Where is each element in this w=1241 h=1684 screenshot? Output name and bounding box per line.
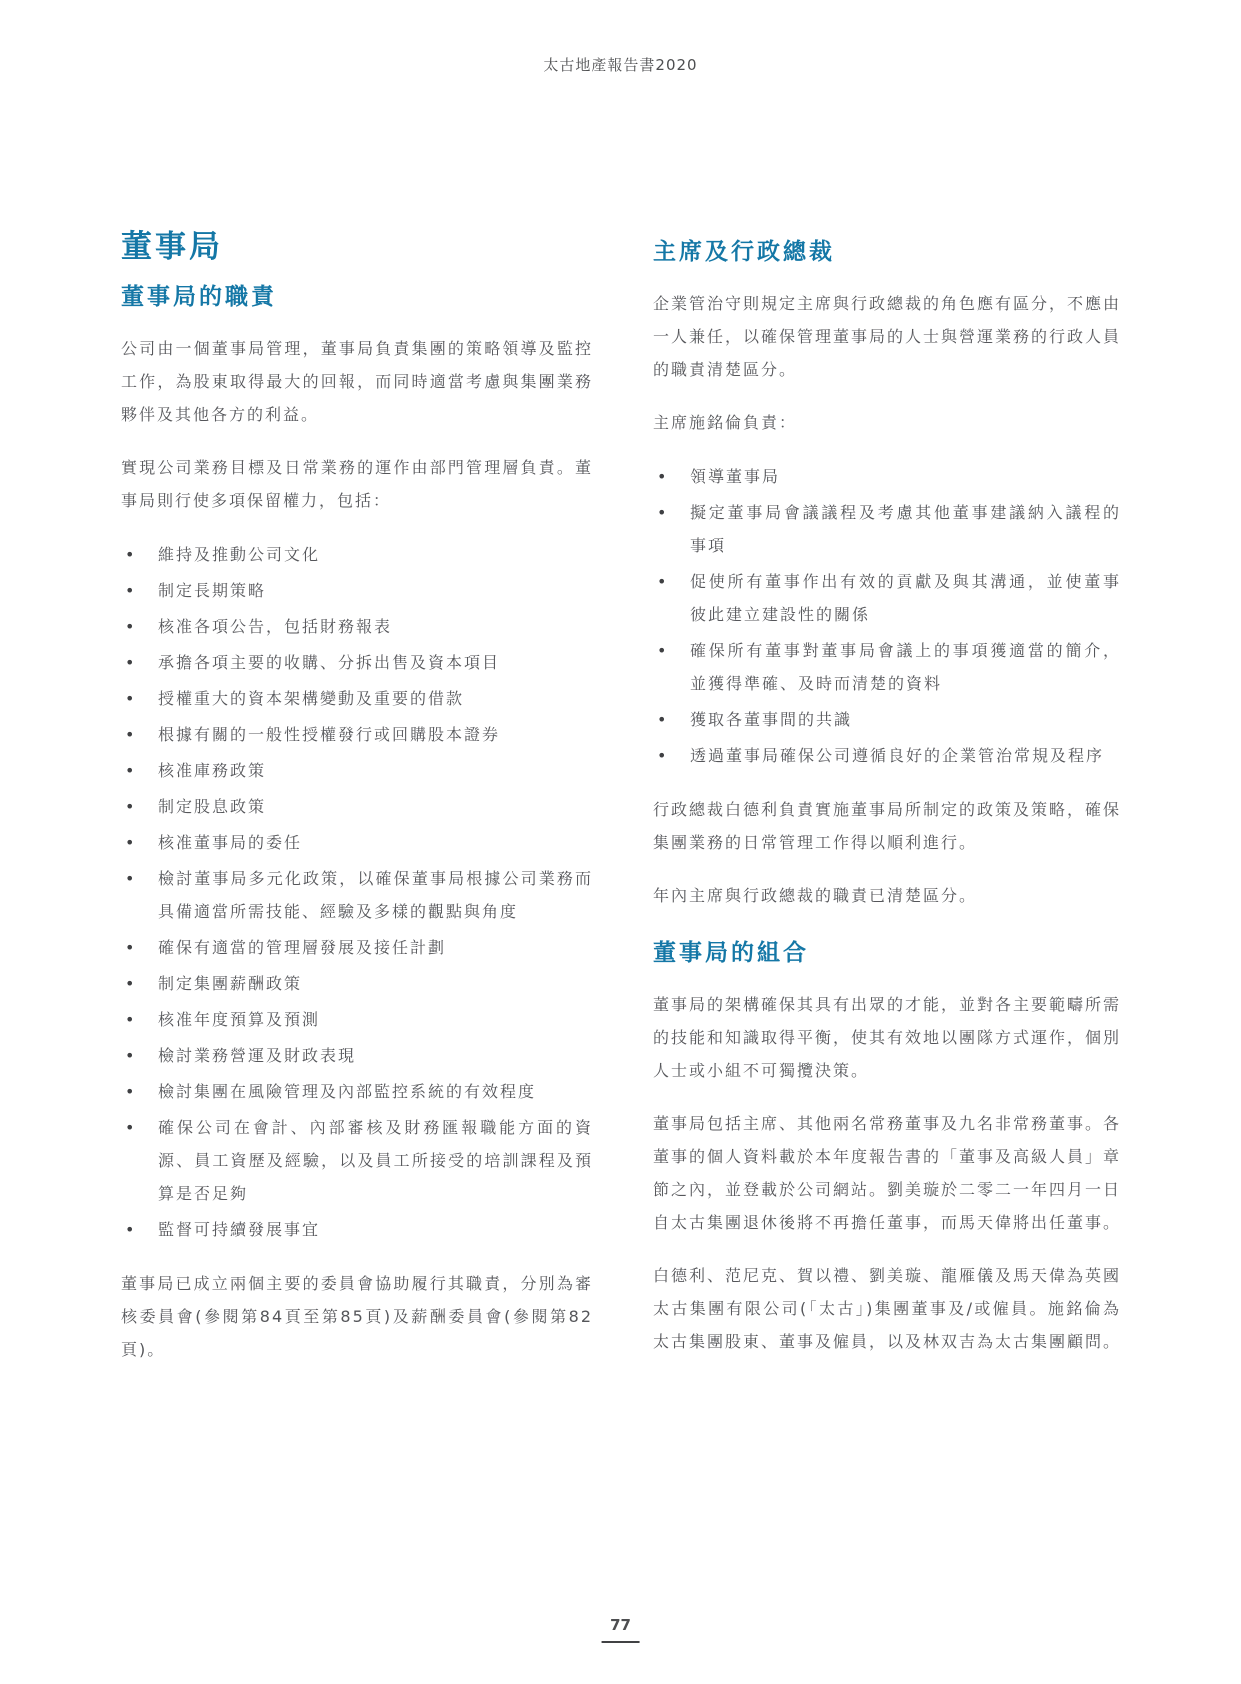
paragraph: 行政總裁白德利負責實施董事局所制定的政策及策略，確保集團業務的日常管理工作得以順利進行。 [653, 800, 1122, 852]
paragraph: 董事局包括主席、其他兩名常務董事及九名非常務董事。各董事的個人資料載於本年度報告書的「董事及高級人員」章節之內，並登載於公司網站。劉美璇於二零二一年四月一日自太古集團退休後將不再擔任董事，而馬天偉將出任董事。 [653, 1114, 1122, 1232]
running-header: 太古地產報告書2020 [543, 56, 698, 74]
list-item: • 承擔各項主要的收購、分拆出售及資本項目 [121, 646, 593, 679]
list-item: • 檢討業務營運及財政表現 [121, 1039, 593, 1072]
list-item: • 擬定董事局會議議程及考慮其他董事建議納入議程的事項 [653, 496, 1121, 562]
section-heading-chairman-ceo: 主席及行政總裁 [653, 239, 835, 265]
paragraph: 公司由一個董事局管理，董事局負責集團的策略領導及監控工作，為股東取得最大的回報，而同時適當考慮與集團業務夥伴及其他各方的利益。 [121, 339, 593, 424]
list-item: • 核准董事局的委任 [121, 826, 593, 859]
list-item: • 確保所有董事對董事局會議上的事項獲適當的簡介，並獲得準確、及時而清楚的資料 [653, 634, 1121, 700]
section-heading-board-composition: 董事局的組合 [653, 940, 809, 966]
paragraph: 董事局已成立兩個主要的委員會協助履行其職責，分別為審核委員會(參閱第84頁至第85頁)及薪酬委員會(參閱第82頁)。 [121, 1274, 593, 1359]
paragraph: 實現公司業務目標及日常業務的運作由部門管理層負責。董事局則行使多項保留權力，包括： [121, 458, 593, 510]
list-item: • 確保有適當的管理層發展及接任計劃 [121, 931, 593, 964]
list-item: • 授權重大的資本架構變動及重要的借款 [121, 682, 593, 715]
left-column [121, 228, 593, 1386]
list-item: • 領導董事局 [653, 460, 1121, 493]
right-column [653, 228, 1121, 1378]
list-item: • 根據有關的一般性授權發行或回購股本證券 [121, 718, 593, 751]
list-item: • 核准庫務政策 [121, 754, 593, 787]
list-item: • 檢討集團在風險管理及內部監控系統的有效程度 [121, 1075, 593, 1108]
list-item: • 制定長期策略 [121, 574, 593, 607]
list-item: • 透過董事局確保公司遵循良好的企業管治常規及程序 [653, 739, 1121, 772]
list-item: • 維持及推動公司文化 [121, 538, 593, 571]
list-item: • 促使所有董事作出有效的貢獻及與其溝通，並使董事彼此建立建設性的關係 [653, 565, 1121, 631]
section-heading-board-responsibilities: 董事局的職責 [121, 284, 277, 310]
list-item: • 核准年度預算及預測 [121, 1003, 593, 1036]
reserved-powers-list [121, 538, 593, 1246]
paragraph: 主席施銘倫負責： [653, 413, 798, 432]
paragraph: 企業管治守則規定主席與行政總裁的角色應有區分，不應由一人兼任，以確保管理董事局的人士與營運業務的行政人員的職責清楚區分。 [653, 294, 1122, 379]
page-title: 董事局 [121, 229, 223, 265]
page-number: 77 [601, 1616, 640, 1643]
list-item: • 監督可持續發展事宜 [121, 1213, 593, 1246]
list-item: • 核准各項公告，包括財務報表 [121, 610, 593, 643]
list-item: • 制定集團薪酬政策 [121, 967, 593, 1000]
list-item: • 確保公司在會計、內部審核及財務匯報職能方面的資源、員工資歷及經驗，以及員工所接受的培訓課程及預算是否足夠 [121, 1111, 593, 1210]
paragraph: 白德利、范尼克、賀以禮、劉美璇、龍雁儀及馬天偉為英國太古集團有限公司(「太古」)集團董事及/或僱員。施銘倫為太古集團股東、董事及僱員，以及林双吉為太古集團顧問。 [653, 1266, 1122, 1351]
list-item: • 檢討董事局多元化政策，以確保董事局根據公司業務而具備適當所需技能、經驗及多樣的觀點與角度 [121, 862, 593, 928]
list-item: • 獲取各董事間的共識 [653, 703, 1121, 736]
paragraph: 董事局的架構確保其具有出眾的才能，並對各主要範疇所需的技能和知識取得平衡，使其有效地以團隊方式運作，個別人士或小組不可獨攬決策。 [653, 995, 1122, 1080]
chairman-duties-list [653, 460, 1121, 772]
list-item: • 制定股息政策 [121, 790, 593, 823]
paragraph: 年內主席與行政總裁的職責已清楚區分。 [653, 886, 978, 905]
